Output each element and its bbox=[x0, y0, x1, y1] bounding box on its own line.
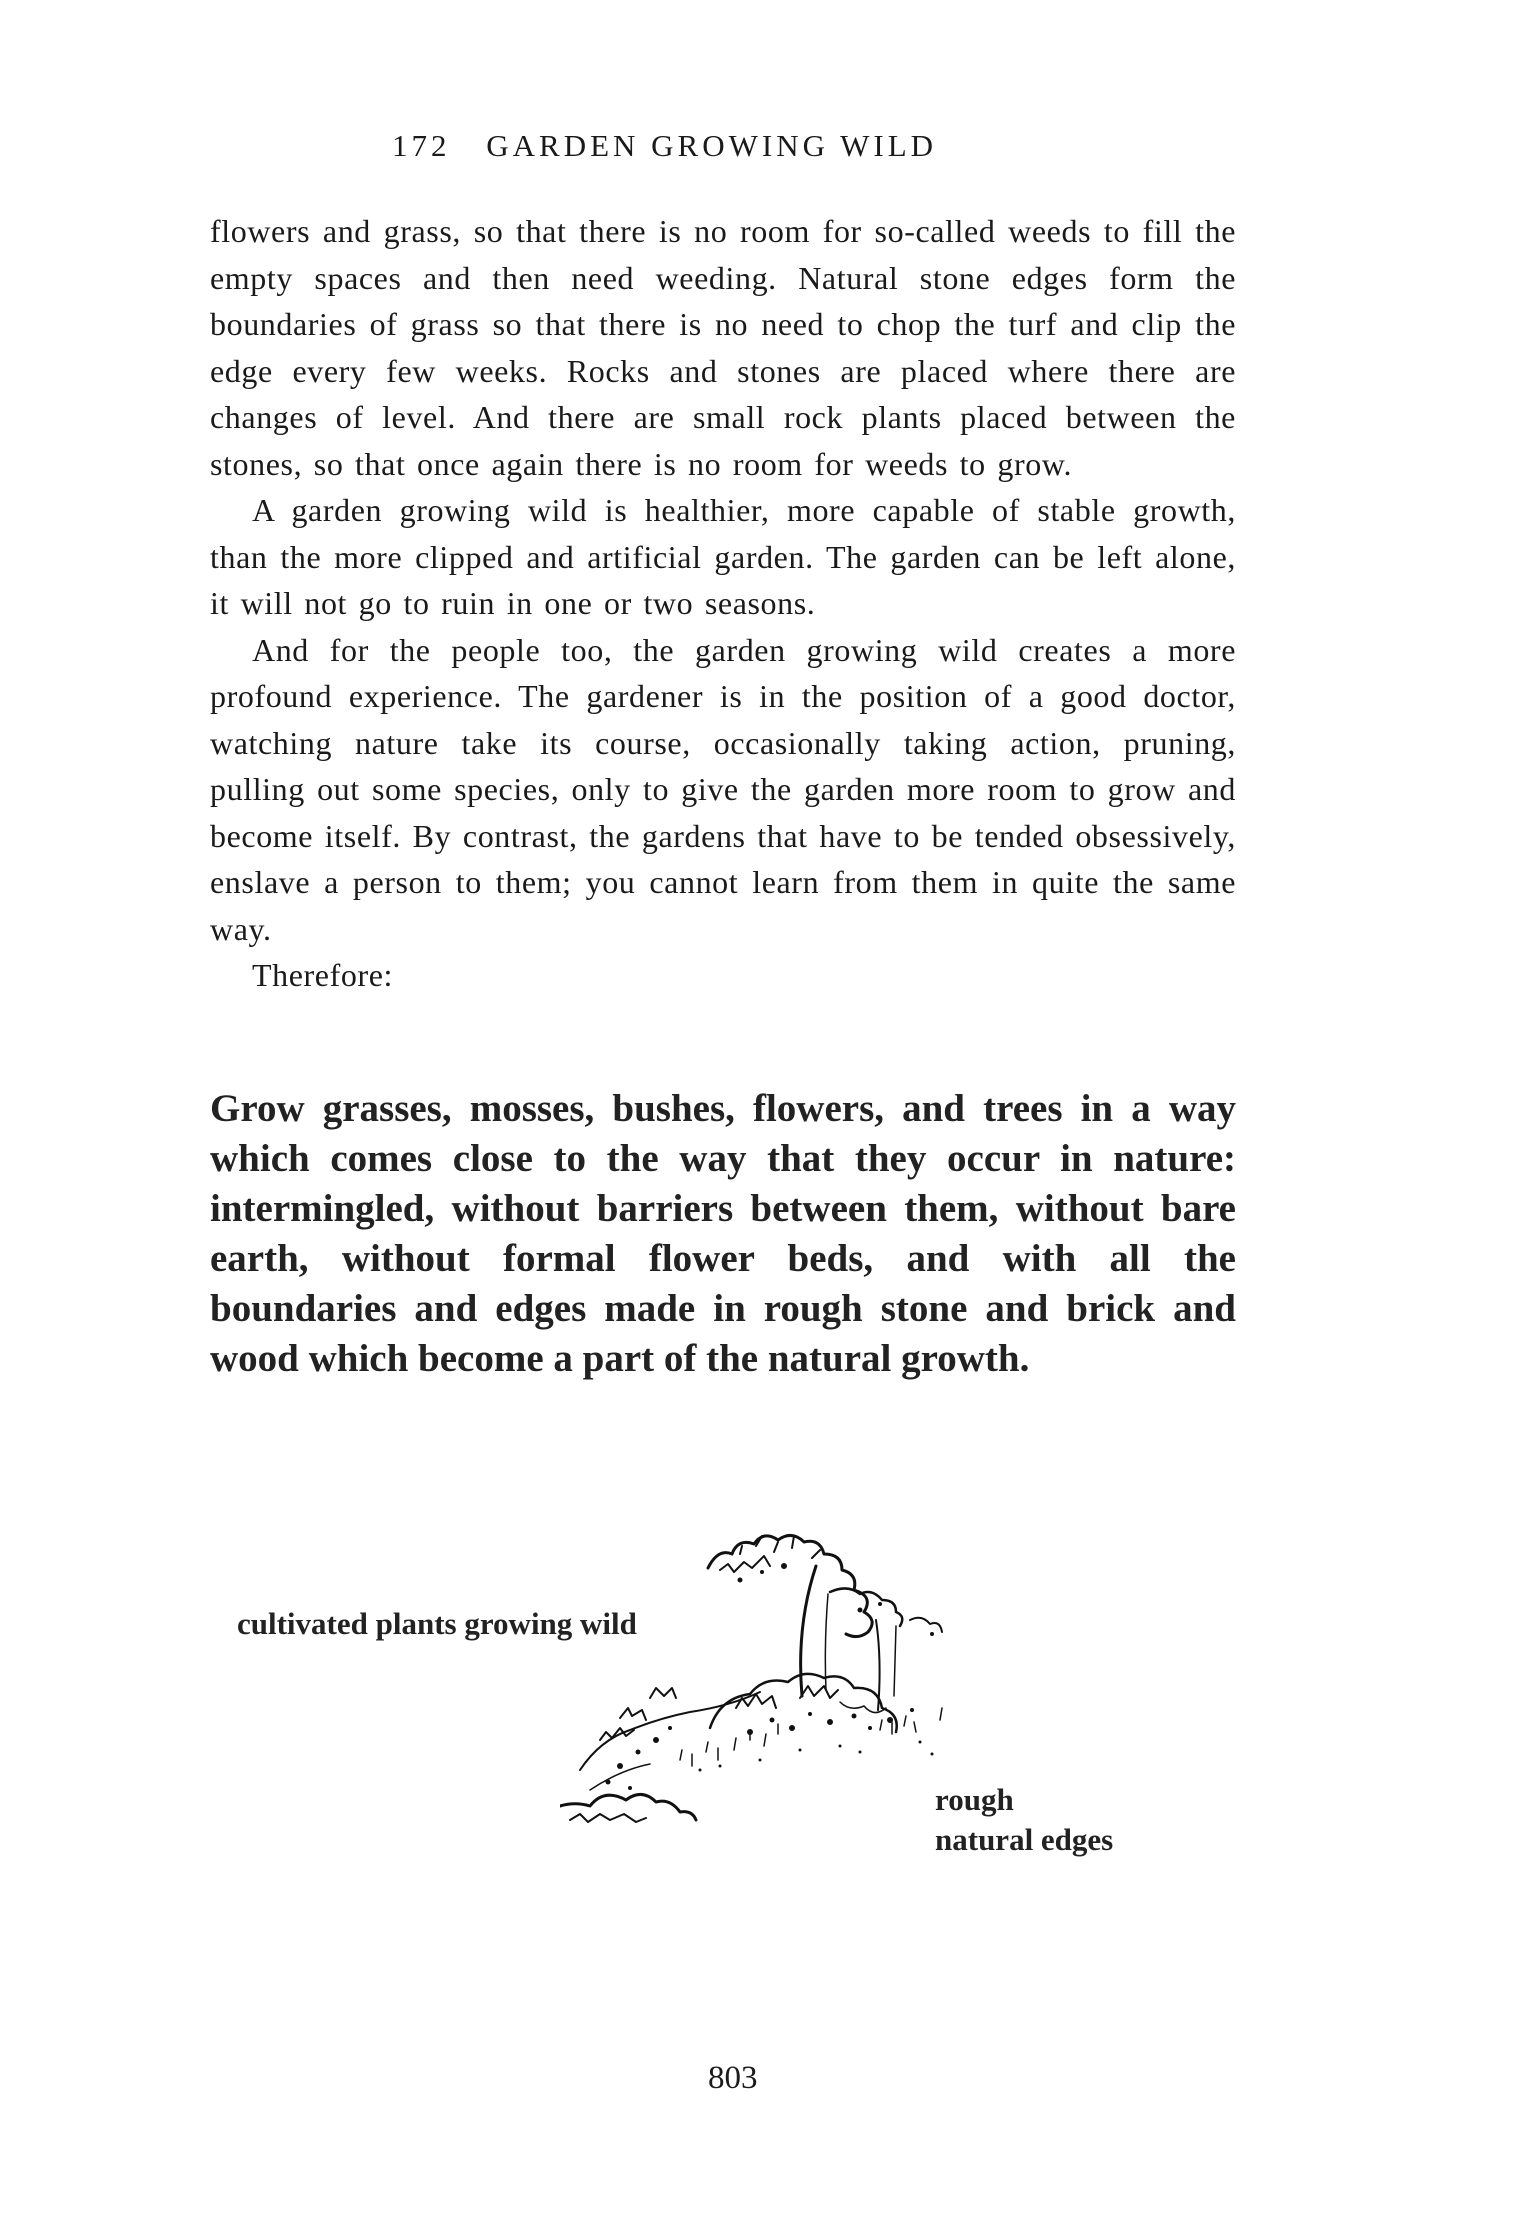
label-rough-line-1: rough bbox=[935, 1782, 1014, 1817]
label-rough-line-2: natural edges bbox=[935, 1822, 1114, 1857]
running-head bbox=[392, 128, 937, 164]
paragraph-3: And for the people too, the garden growing wild creates a more profound experience. The gardener is in the position of a good doctor, watching nature take its course, occasionally taking action, pruning, pulling out some species, only to give the garden more room to grow and become itself. By contrast, the gardens that have to be tended obsessively, enslave a person to them; you cannot learn from them in quite the same way. bbox=[210, 631, 1236, 947]
solution-statement: Grow grasses, mosses, bushes, flowers, and trees in a way which comes close to the way that they occur in nature: intermingled, without barriers between them, without bare earth, without formal flower beds, and with all the boundaries and edges made in rough stone and brick and wood which become a part of the natural growth. bbox=[210, 1087, 1236, 1380]
folio-number: 803 bbox=[708, 2060, 758, 2096]
tree-trunk bbox=[801, 1566, 816, 1696]
label-cultivated-plants: cultivated plants growing wild bbox=[237, 1606, 637, 1641]
label-rough-natural-edges bbox=[935, 1780, 1113, 1860]
paragraph-2: A garden growing wild is healthier, more capable of stable growth, than the more clipped and artificial garden. The garden can be left alone, it will not go to ruin in one or two seasons. bbox=[210, 492, 1236, 621]
running-title: GARDEN GROWING WILD bbox=[486, 128, 938, 163]
page-number: 172 bbox=[392, 128, 451, 163]
paragraph-1: flowers and grass, so that there is no room for so-called weeds to fill the empty spaces and then need weeding. Natural stone edges form the boundaries of grass so that there is no need to chop the turf and clip the edge every few weeks. Rocks and stones are placed where there are changes of level. And there are small rock plants placed between the stones, so that once again there is no room for weeds to grow. bbox=[210, 213, 1236, 482]
therefore-line: Therefore: bbox=[252, 957, 394, 993]
tree-canopy bbox=[708, 1535, 872, 1636]
body-text bbox=[210, 208, 1236, 999]
